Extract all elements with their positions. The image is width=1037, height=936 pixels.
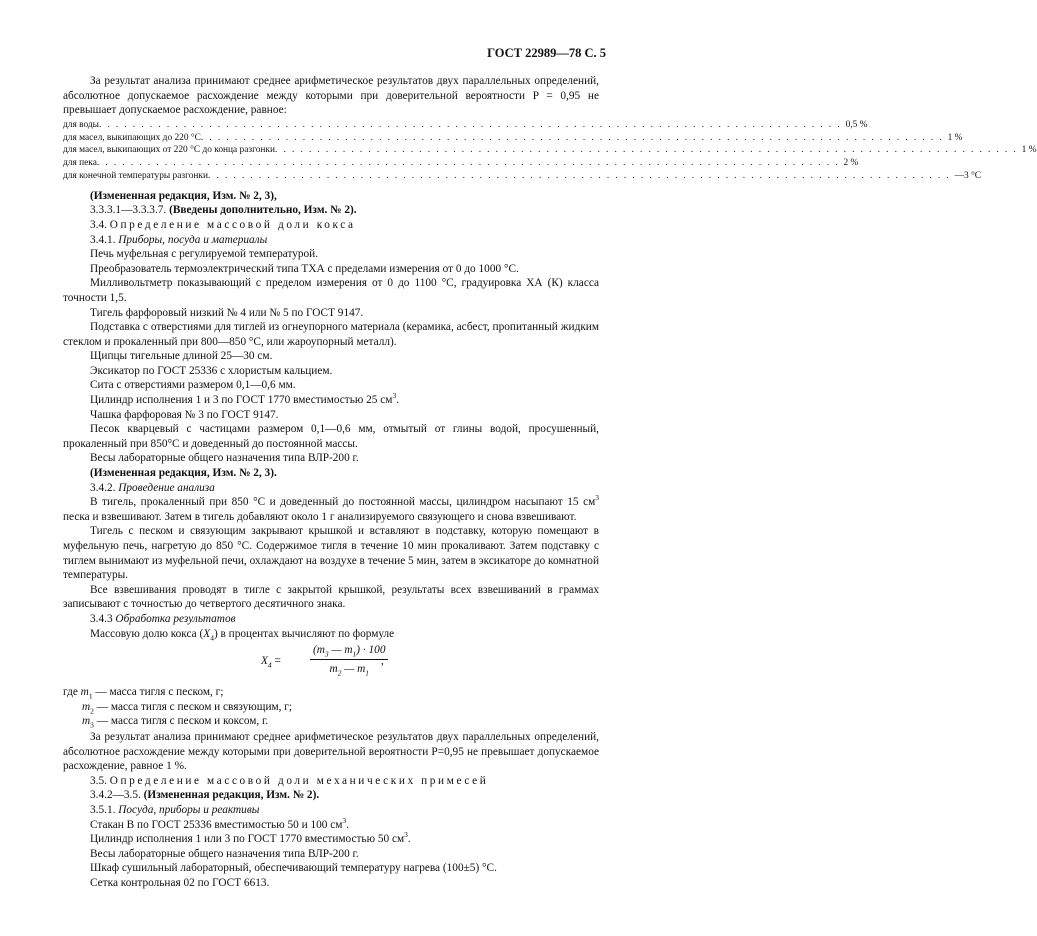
paragraph-result-intro: За результат анализа принимают среднее арифметическое результатов двух параллельных определений, абсолютное допускаемое расхождение между которыми при доверительной вероятности P = 0,95 не превышает допускаемое расхождение, равное: bbox=[63, 75, 599, 117]
section-title: Определение массовой доли кокса bbox=[109, 218, 356, 231]
equipment-item: Весы лабораторные общего назначения типа ВЛР-200 г. bbox=[90, 452, 359, 465]
subscript: 1 bbox=[88, 691, 93, 701]
tolerance-label: для масел, выкипающих от 220 °С до конца разгонки bbox=[63, 145, 275, 156]
formula-numerator bbox=[310, 643, 388, 660]
equipment-item bbox=[63, 393, 599, 408]
item-text: Стакан В по ГОСТ 25336 вместимостью 50 и 100 см bbox=[90, 818, 343, 831]
tolerance-label: для конечной температуры разгонки bbox=[63, 170, 208, 181]
paragraph-text: песка и взвешивают. Затем в тигель добавляют около 1 г анализируемого связующего и снова взвешивают. bbox=[63, 510, 577, 523]
variable: X bbox=[261, 655, 268, 668]
section-number: 3.3.3.1—3.3.3.7. bbox=[90, 204, 167, 217]
item-text: Цилиндр исполнения 1 и 3 по ГОСТ 1770 вместимостью 25 см bbox=[90, 394, 393, 407]
section-342-heading bbox=[63, 481, 599, 496]
formula-denominator bbox=[310, 660, 388, 677]
tolerance-value: 2 % bbox=[843, 158, 859, 169]
variable: m bbox=[82, 700, 91, 713]
procedure-paragraph bbox=[63, 495, 599, 524]
section-note: (Измененная редакция, Изм. № 2). bbox=[143, 789, 320, 802]
term: (m bbox=[313, 644, 325, 657]
tolerance-value: —3 °С bbox=[954, 170, 982, 181]
equipment-item: Эксикатор по ГОСТ 25336 с хлористым кальцием. bbox=[90, 364, 333, 377]
subscript: 3 bbox=[324, 649, 329, 659]
variable: X bbox=[203, 627, 211, 640]
procedure-paragraph: Тигель с песком и связующим закрывают крышкой и вставляют в подставку, которую помещают в муфельную печь, нагретую до 850 °С. Содержимое тигля в течение 10 мин прокаливают. Затем подставку с тиглем вынимают из муфельной печи, охлаждают на воздухе в течение 5 мин, затем в эксикаторе до комнатной температуры. bbox=[63, 525, 599, 582]
equipment-item: Щипцы тигельные длиной 25—30 см. bbox=[90, 350, 273, 363]
superscript: 3 bbox=[595, 493, 599, 503]
superscript: 3 bbox=[392, 391, 397, 401]
subscript: 1 bbox=[352, 649, 357, 659]
tolerance-row bbox=[63, 158, 859, 170]
section-title: Обработка результатов bbox=[115, 612, 236, 625]
tolerance-row bbox=[63, 119, 868, 132]
term: — m bbox=[341, 662, 366, 675]
item-text: . bbox=[346, 818, 349, 831]
section-title: Посуда, приборы и реактивы bbox=[118, 803, 260, 816]
tolerance-label: для воды bbox=[63, 119, 99, 130]
section-title: Приборы, посуда и материалы bbox=[118, 233, 268, 246]
tolerance-row bbox=[63, 170, 982, 183]
item-text: Цилиндр исполнения 1 или 3 по ГОСТ 1770 вместимостью 50 см bbox=[90, 833, 405, 846]
section-note: (Введены дополнительно, Изм. № 2). bbox=[169, 204, 357, 217]
equals-sign: = bbox=[271, 655, 281, 668]
subscript: 2 bbox=[337, 668, 342, 678]
section-number: 3.5. bbox=[90, 774, 107, 787]
procedure-paragraph: Все взвешивания проводят в тигле с закрытой крышкой, результаты всех взвешиваний в граммах записывают с точностью до четвертого десятичного знака. bbox=[63, 583, 599, 611]
where-line bbox=[63, 685, 599, 700]
section-341-heading bbox=[63, 233, 599, 248]
equipment-item: Сетка контрольная 02 по ГОСТ 6613. bbox=[90, 876, 270, 889]
coke-formula bbox=[63, 643, 599, 683]
equipment-item: Весы лабораторные общего назначения типа ВЛР-200 г. bbox=[90, 847, 359, 860]
equipment-item: Песок кварцевый с частицами размером 0,1—0,6 мм, отмытый от глины водой, просушенный, прокаленный при 850°С и доведенный до постоянной массы. bbox=[63, 423, 599, 450]
variable: m bbox=[82, 715, 91, 728]
section-number: 3.4.1. bbox=[90, 233, 116, 246]
tolerance-value: 1 % bbox=[947, 132, 963, 143]
section-34-heading bbox=[63, 218, 599, 233]
section-number: 3.4. bbox=[90, 218, 107, 231]
subscript: 4 bbox=[267, 660, 272, 670]
tolerance-row bbox=[63, 145, 1037, 157]
where-prefix: где bbox=[63, 686, 81, 699]
formula-fraction bbox=[310, 643, 388, 676]
term: m bbox=[329, 662, 338, 675]
section-343-heading bbox=[63, 612, 599, 627]
subscript: 4 bbox=[210, 632, 214, 642]
formula-comma: , bbox=[381, 655, 384, 668]
equipment-item: Преобразователь термоэлектрический типа ТХА с пределами измерения от 0 до 1000 °С. bbox=[90, 262, 519, 275]
section-number: 3.4.3 bbox=[90, 612, 113, 625]
section-351-heading bbox=[63, 803, 599, 818]
where-text: — масса тигля с песком и коксом, г. bbox=[93, 715, 269, 728]
where-line bbox=[63, 700, 599, 715]
equipment-item: Подставка с отверстиями для тиглей из огнеупорного материала (керамика, асбест, пропитанный жидким стеклом и прокаленный при 800—850 °С, или жароупорный металл). bbox=[63, 321, 599, 348]
section-35-heading bbox=[63, 774, 599, 789]
formula-intro bbox=[63, 627, 599, 642]
tolerance-label: для масел, выкипающих до 220 °С bbox=[63, 132, 201, 143]
page-content bbox=[63, 74, 1037, 890]
dot-leader: . . . . . . . . . . . . . . . . . . . . . . . . . . . . . . . . . . . . . . . . . . . . . . . . . . . . . . . . . . . . . . . . . . . . . . . . . . . . . . . . . . . . . . . . bbox=[98, 119, 842, 130]
equipment-item: Чашка фарфоровая № 3 по ГОСТ 9147. bbox=[90, 408, 279, 421]
section-title: Определение массовой доли механических примесей bbox=[109, 774, 489, 787]
dot-leader: . . . . . . . . . . . . . . . . . . . . . . . . . . . . . . . . . . . . . . . . . . . . . . . . . . . . . . . . . . . . . . . . . . . . . . . . . . . . . . . . . . . . . . . . bbox=[200, 132, 944, 143]
paragraph-text: Массовую долю кокса ( bbox=[90, 627, 204, 640]
variable: m bbox=[80, 686, 89, 699]
where-text: — масса тигля с песком, г; bbox=[92, 686, 224, 699]
where-text: — масса тигля с песком и связующим, г; bbox=[93, 700, 293, 713]
paragraph-result-coke: За результат анализа принимают среднее арифметическое результатов двух параллельных определений, абсолютное расхождение между которыми при доверительной вероятности P=0,95 не превышает допускаемое расхождение, равное 1 %. bbox=[63, 730, 599, 773]
equipment-item: Милливольтметр показывающий с пределом измерения от 0 до 1100 °С, градуировка ХА (К) класса точности 1,5. bbox=[63, 277, 599, 304]
superscript: 3 bbox=[342, 815, 347, 825]
equipment-item bbox=[63, 815, 599, 833]
page-header: ГОСТ 22989—78 С. 5 bbox=[487, 46, 606, 60]
where-line bbox=[63, 714, 599, 729]
paragraph-text: В тигель, прокаленный при 850 °С и доведенный до постоянной массы, цилиндром насыпают 15 см bbox=[90, 496, 596, 509]
dot-leader: . . . . . . . . . . . . . . . . . . . . . . . . . . . . . . . . . . . . . . . . . . . . . . . . . . . . . . . . . . . . . . . . . . . . . . . . . . . . . . . . . . . . . . . . bbox=[208, 170, 951, 181]
superscript: 3 bbox=[404, 830, 408, 840]
edit-note: (Измененная редакция, Изм. № 2, 3), bbox=[90, 189, 277, 202]
tolerance-value: 0,5 % bbox=[845, 119, 868, 130]
tolerance-value: 1 % bbox=[1021, 145, 1037, 156]
item-text: . bbox=[407, 833, 411, 846]
equipment-item: Тигель фарфоровый низкий № 4 или № 5 по ГОСТ 9147. bbox=[90, 306, 364, 319]
section-number: 3.4.2. bbox=[90, 481, 116, 494]
subscript: 2 bbox=[90, 706, 94, 716]
equipment-item bbox=[63, 832, 599, 847]
dot-leader: . . . . . . . . . . . . . . . . . . . . . . . . . . . . . . . . . . . . . . . . . . . . . . . . . . . . . . . . . . . . . . . . . . . . . . . . . . . . . . . . . . . . . . . . bbox=[96, 158, 840, 169]
item-text: . bbox=[396, 394, 400, 407]
equipment-item: Печь муфельная с регулируемой температурой. bbox=[90, 248, 319, 261]
edit-note: (Измененная редакция, Изм. № 2, 3). bbox=[90, 467, 277, 480]
paragraph-text: ) в процентах вычисляют по формуле bbox=[213, 627, 395, 640]
tolerance-list bbox=[63, 119, 1037, 183]
formula-lhs bbox=[261, 654, 281, 669]
equipment-item: Сита с отверстиями размером 0,1—0,6 мм. bbox=[90, 379, 296, 392]
equipment-item: Шкаф сушильный лабораторный, обеспечивающий температуру нагрева (100±5) °С. bbox=[90, 862, 497, 875]
section-title: Проведение анализа bbox=[118, 481, 215, 494]
tolerance-label: для пека bbox=[63, 158, 97, 169]
section-3331 bbox=[63, 203, 599, 218]
tolerance-row bbox=[63, 132, 963, 145]
section-342-35-note bbox=[63, 788, 599, 803]
subscript: 3 bbox=[90, 720, 94, 730]
subscript: 1 bbox=[365, 668, 369, 678]
term: ) · 100 bbox=[356, 644, 386, 657]
section-number: 3.5.1. bbox=[90, 803, 116, 816]
term: — m bbox=[328, 644, 353, 657]
section-number: 3.4.2—3.5. bbox=[90, 789, 141, 802]
dot-leader: . . . . . . . . . . . . . . . . . . . . . . . . . . . . . . . . . . . . . . . . . . . . . . . . . . . . . . . . . . . . . . . . . . . . . . . . . . . . . . . . . . . . . . . . bbox=[275, 145, 1018, 156]
